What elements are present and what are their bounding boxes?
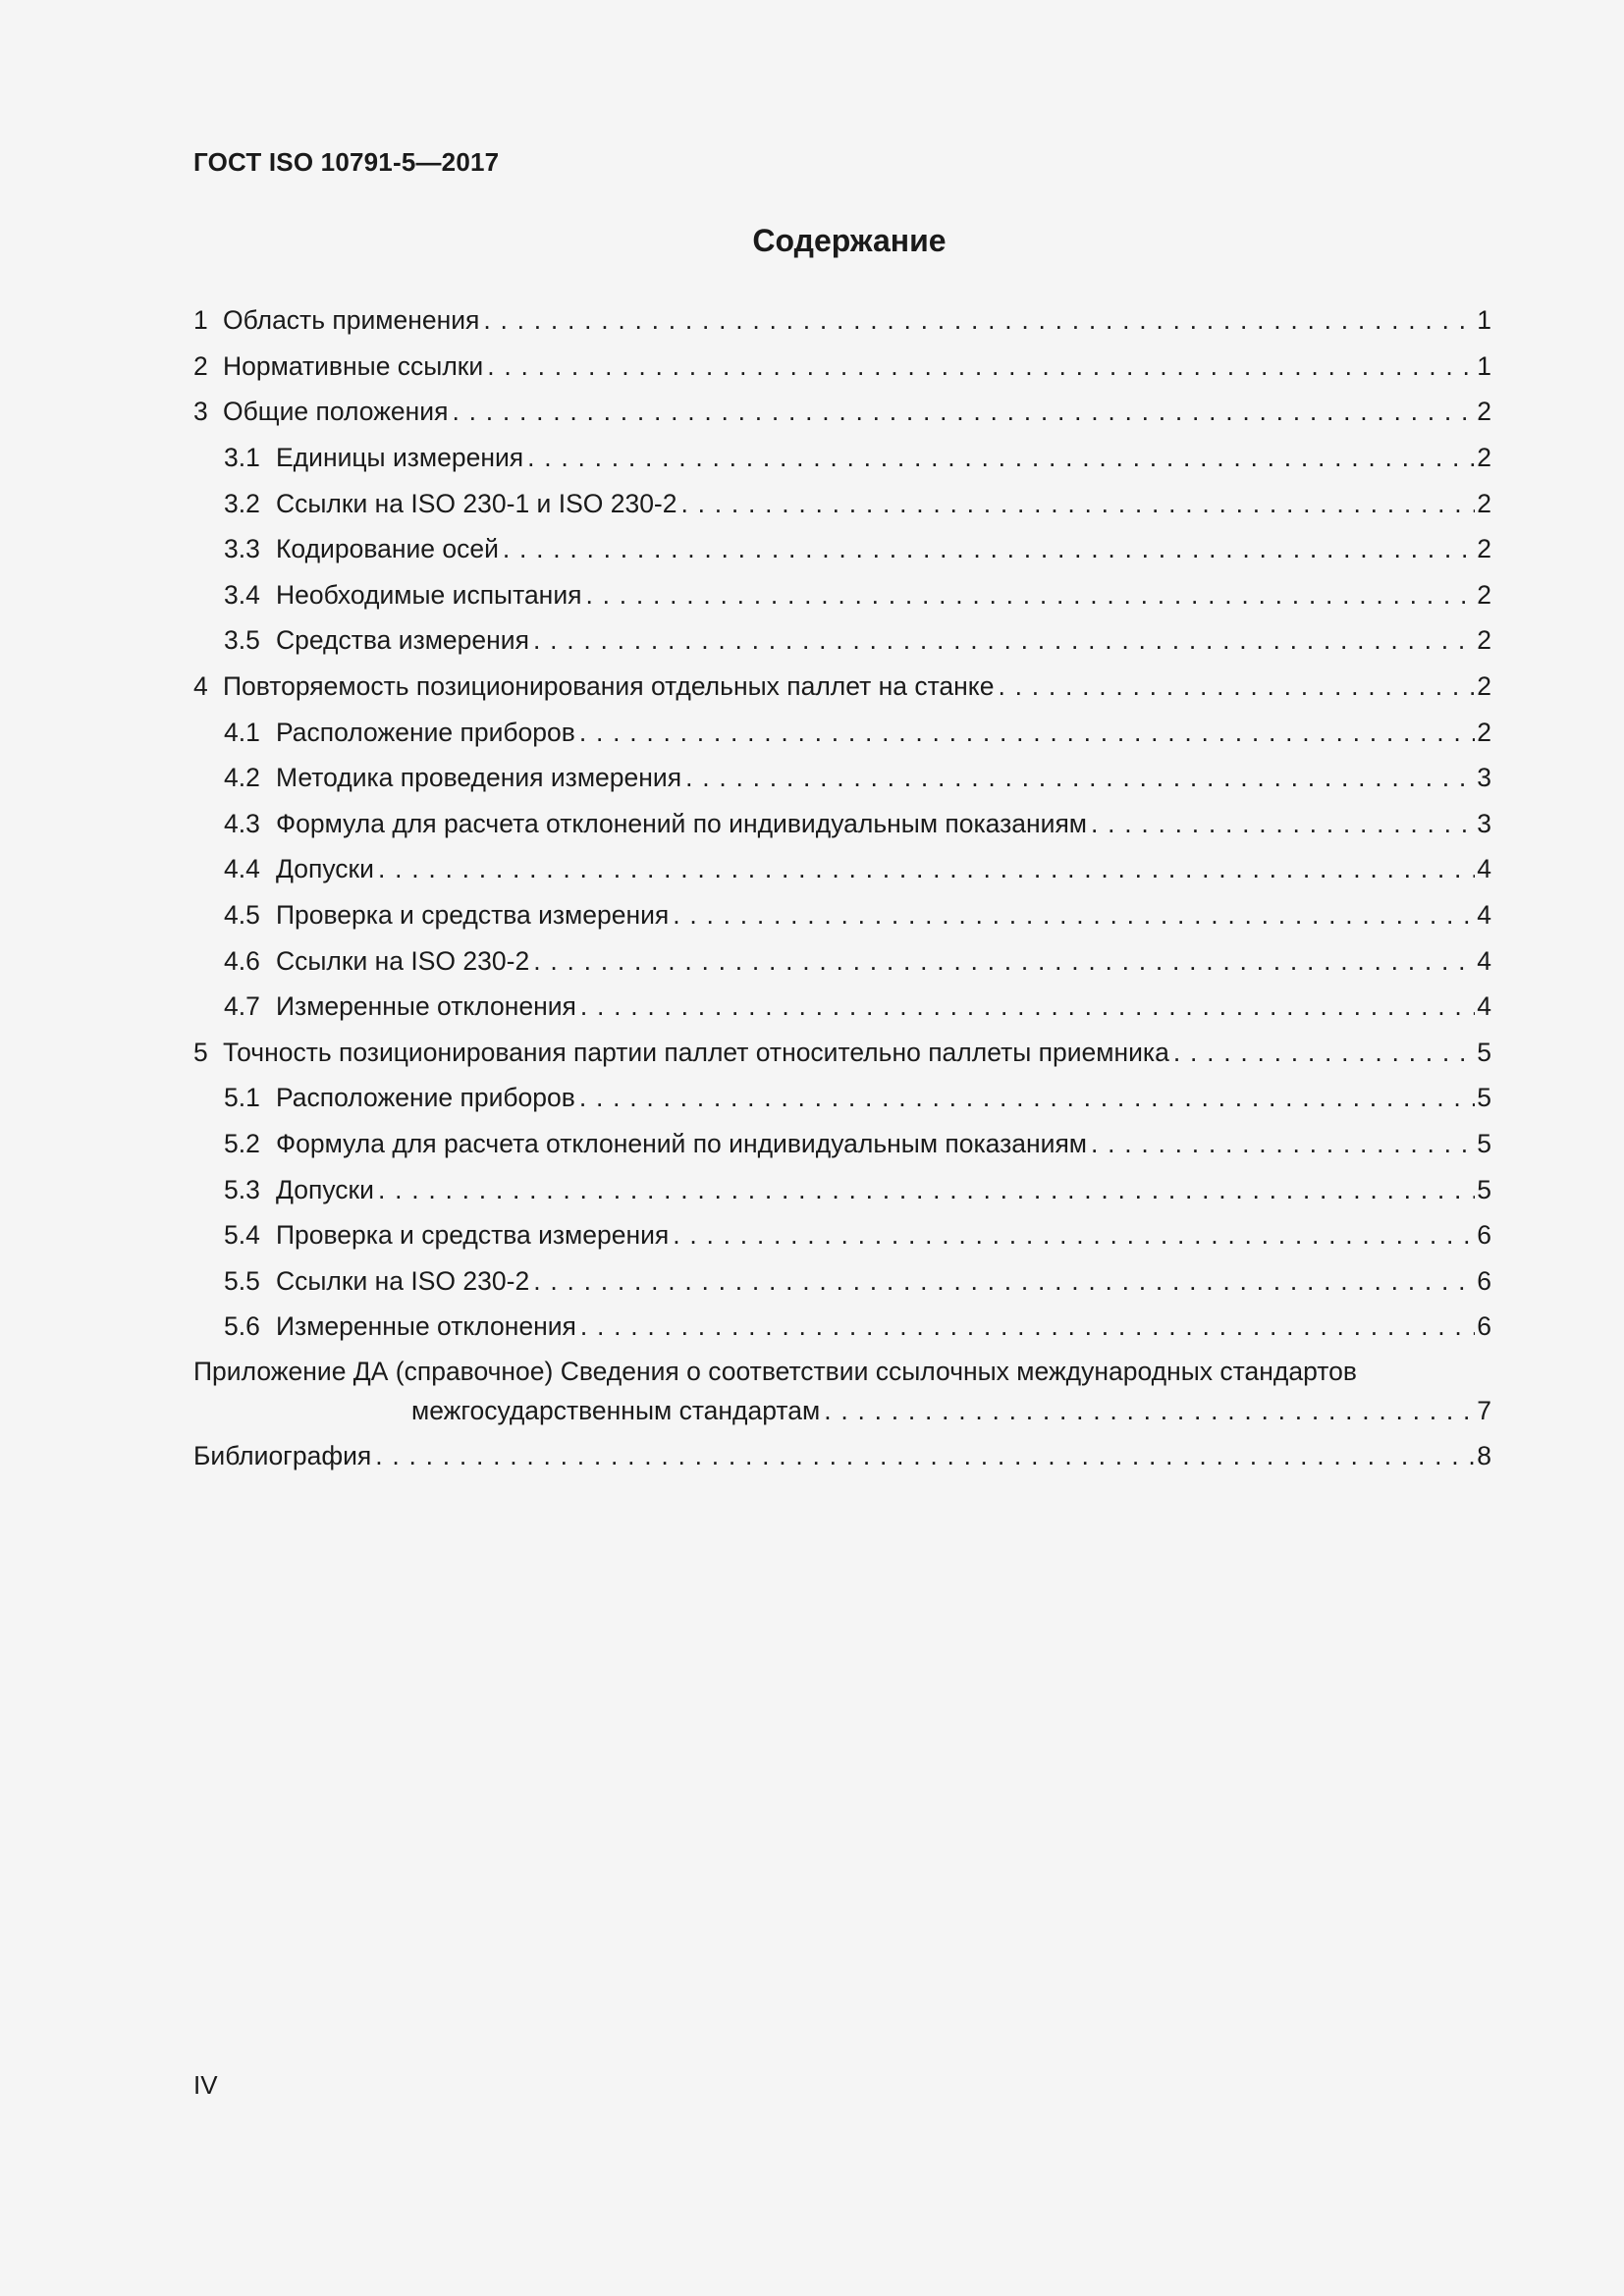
toc-entry-page: 1 [1477,350,1491,381]
toc-entry[interactable] [193,709,1491,755]
toc-entry-label: Проверка и средства измерения [276,1220,670,1251]
toc-entry-page: 4 [1477,991,1491,1022]
toc-entry-number: 4.4 [224,854,260,884]
toc-entry[interactable] [193,1304,1491,1350]
toc-title: Содержание [752,223,947,258]
toc-entry-label: Расположение приборов [276,717,575,747]
dot-leader [685,763,1475,792]
toc-annex-entry[interactable] [193,1355,1491,1390]
dot-leader [580,991,1475,1021]
toc-entry-number: 1 [193,305,208,336]
toc-bibliography-label: Библиография [193,1440,372,1470]
toc-entry-label: Допуски [276,1174,374,1204]
toc-entry-page: 4 [1477,900,1491,931]
toc-entry-number: 3.1 [224,443,260,473]
toc-entry-label: Общие положения [223,397,449,427]
toc-entry-page: 5 [1477,1037,1491,1067]
dot-leader [1173,1038,1475,1067]
toc-entry-page: 2 [1477,717,1491,747]
toc-bibliography-page: 8 [1477,1440,1491,1470]
toc-entry[interactable] [193,480,1491,526]
toc-entry-label: Формула для расчета отклонений по индивидуальным показаниям [276,808,1088,838]
toc-entry-page: 6 [1477,1265,1491,1296]
toc-entry[interactable] [193,846,1491,892]
toc-entry-label: Измеренные отклонения [276,991,576,1022]
toc-entry-page: 6 [1477,1220,1491,1251]
toc-annex-entry-continued[interactable] [193,1390,1491,1433]
toc-entry-label: Единицы измерения [276,443,524,473]
dot-leader [533,625,1475,655]
toc-entry-number: 5.3 [224,1174,260,1204]
toc-entry-page: 2 [1477,534,1491,564]
toc-entry[interactable] [193,984,1491,1030]
page-number: IV [193,2070,218,2100]
toc-annex-line1: Приложение ДА (справочное) Сведения о соответствии ссылочных международных стандартов [193,1357,1357,1387]
dot-leader [580,1311,1475,1341]
toc-entry[interactable] [193,755,1491,801]
toc-entry-page: 2 [1477,579,1491,610]
toc-entry[interactable] [193,1166,1491,1212]
dot-leader [673,1220,1475,1250]
dot-leader [533,946,1475,976]
toc-entry-label: Область применения [223,305,480,336]
toc-entry[interactable] [193,1121,1491,1167]
toc-entry-number: 4.7 [224,991,260,1022]
toc-entry-page: 2 [1477,443,1491,473]
toc-entry-number: 5 [193,1037,208,1067]
toc-entry[interactable] [193,617,1491,664]
toc-entry[interactable] [193,297,1491,344]
toc-entry-page: 3 [1477,763,1491,793]
toc-entry-page: 2 [1477,671,1491,702]
dot-leader [483,305,1475,335]
toc-entry-label: Допуски [276,854,374,884]
toc-entry-page: 2 [1477,397,1491,427]
toc-entry[interactable] [193,526,1491,572]
toc-entry[interactable] [193,664,1491,710]
dot-leader [998,671,1475,701]
toc-entry-label: Необходимые испытания [276,579,582,610]
toc-entry-number: 5.5 [224,1265,260,1296]
toc-annex-page: 7 [1477,1396,1491,1426]
toc-entry-label: Формула для расчета отклонений по индивидуальным показаниям [276,1128,1088,1158]
toc-entry-label: Нормативные ссылки [223,350,484,381]
document-header: ГОСТ ISO 10791-5—2017 [193,147,500,177]
toc-entry-page: 4 [1477,945,1491,976]
dot-leader [585,580,1475,610]
toc-entry-number: 2 [193,350,208,381]
toc-entry-page: 5 [1477,1083,1491,1113]
toc-entry-page: 5 [1477,1128,1491,1158]
toc-entry-label: Измеренные отклонения [276,1311,576,1342]
toc-entry-number: 3.5 [224,625,260,656]
toc-entry[interactable] [193,1212,1491,1258]
toc-entry-number: 4.5 [224,900,260,931]
toc-entry-number: 4.3 [224,808,260,838]
toc-entry[interactable] [193,937,1491,984]
toc-entry-page: 5 [1477,1174,1491,1204]
toc-entry-label: Проверка и средства измерения [276,900,670,931]
toc-entry-label: Расположение приборов [276,1083,575,1113]
toc-entry-page: 3 [1477,808,1491,838]
toc-entry-number: 5.1 [224,1083,260,1113]
toc-entry-number: 4.6 [224,945,260,976]
toc-entry-label: Ссылки на ISO 230-1 и ISO 230-2 [276,488,677,518]
dot-leader [533,1266,1475,1296]
dot-leader [378,854,1475,883]
toc-entry[interactable] [193,1075,1491,1121]
dot-leader [673,900,1475,930]
dot-leader [1091,1129,1475,1158]
toc-entry-label: Повторяемость позиционирования отдельных паллет на станке [223,671,995,702]
toc-annex-line2: межгосударственным стандартам [411,1396,821,1426]
table-of-contents [193,297,1491,1478]
toc-entry-label: Ссылки на ISO 230-2 [276,1265,530,1296]
toc-entry-number: 5.4 [224,1220,260,1251]
toc-entry-number: 4 [193,671,208,702]
toc-entry-label: Точность позиционирования партии паллет относительно паллеты приемника [223,1037,1169,1067]
toc-entry-number: 5.6 [224,1311,260,1342]
dot-leader [1091,809,1475,838]
toc-entry-page: 1 [1477,305,1491,336]
dot-leader [487,351,1475,381]
toc-entry-label: Методика проведения измерения [276,763,682,793]
toc-entry-number: 3 [193,397,208,427]
dot-leader [375,1441,1475,1470]
toc-entry-label: Ссылки на ISO 230-2 [276,945,530,976]
toc-entry-number: 3.2 [224,488,260,518]
toc-entry-number: 4.1 [224,717,260,747]
toc-entry-label: Кодирование осей [276,534,499,564]
dot-leader [579,718,1475,747]
dot-leader [824,1396,1475,1426]
toc-entry-number: 4.2 [224,763,260,793]
toc-bibliography-entry[interactable] [193,1433,1491,1479]
toc-entry-page: 2 [1477,625,1491,656]
toc-entry[interactable] [193,1030,1491,1076]
toc-entry[interactable] [193,801,1491,847]
toc-entry-page: 2 [1477,488,1491,518]
toc-entry-page: 6 [1477,1311,1491,1342]
toc-entry-label: Средства измерения [276,625,529,656]
toc-entry[interactable] [193,892,1491,938]
dot-leader [527,443,1475,472]
toc-entry[interactable] [193,1257,1491,1304]
toc-entry-page: 4 [1477,854,1491,884]
dot-leader [503,534,1475,563]
dot-leader [579,1083,1475,1112]
toc-entry-number: 5.2 [224,1128,260,1158]
toc-entry[interactable] [193,344,1491,390]
dot-leader [452,397,1475,426]
toc-entry-number: 3.3 [224,534,260,564]
toc-entry[interactable] [193,435,1491,481]
dot-leader [681,489,1476,518]
toc-entry-number: 3.4 [224,579,260,610]
toc-entry[interactable] [193,572,1491,618]
dot-leader [378,1175,1475,1204]
toc-entry[interactable] [193,389,1491,435]
